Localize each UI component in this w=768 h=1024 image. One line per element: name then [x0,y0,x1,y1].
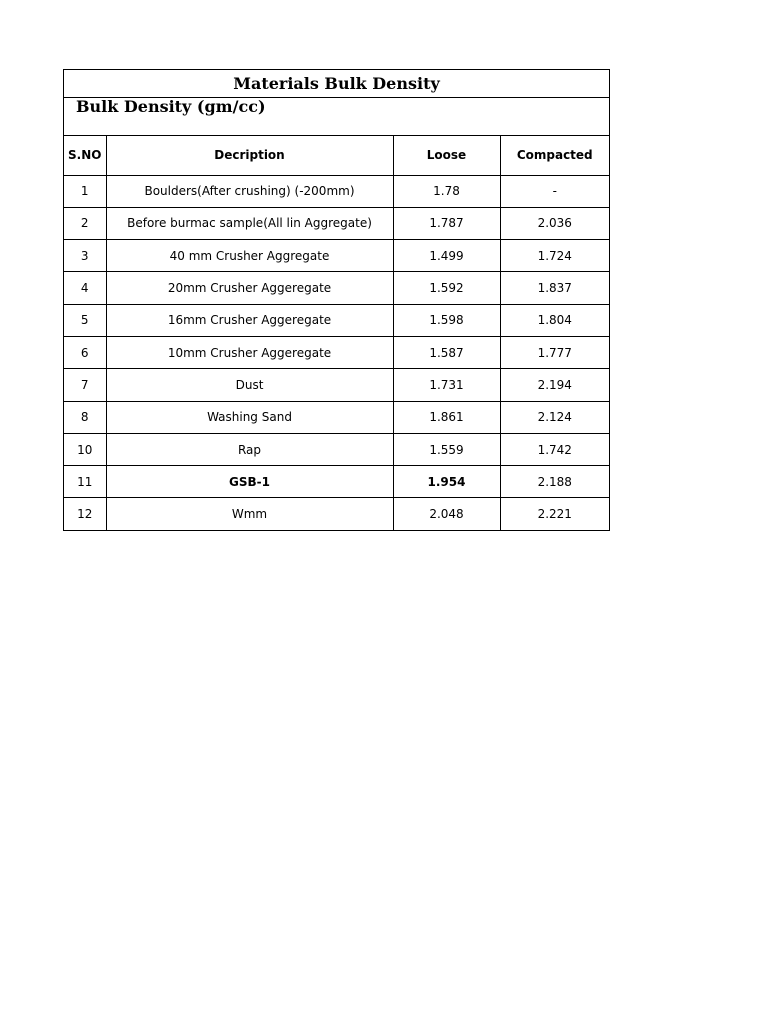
cell-description: 40 mm Crusher Aggregate [106,240,393,272]
cell-description: Washing Sand [106,401,393,433]
cell-compacted: 1.742 [500,433,609,465]
cell-description: Wmm [106,498,393,530]
table-row [64,336,609,368]
cell-description: 16mm Crusher Aggeregate [106,304,393,336]
cell-description: Dust [106,369,393,401]
cell-loose: 1.559 [393,433,500,465]
cell-loose: 1.592 [393,272,500,304]
cell-description: 10mm Crusher Aggeregate [106,336,393,368]
header-loose: Loose [393,136,500,175]
cell-sno: 7 [64,369,106,401]
cell-description: Rap [106,433,393,465]
cell-loose: 2.048 [393,498,500,530]
cell-loose: 1.598 [393,304,500,336]
cell-sno: 4 [64,272,106,304]
cell-loose: 1.78 [393,175,500,207]
cell-sno: 11 [64,466,106,498]
cell-compacted: 2.036 [500,207,609,239]
bulk-density-sheet [63,69,610,531]
table-row [64,207,609,239]
cell-description: GSB-1 [106,466,393,498]
table-row [64,369,609,401]
header-description: Decription [106,136,393,175]
document-title: Materials Bulk Density [64,70,609,98]
cell-sno: 10 [64,433,106,465]
cell-sno: 8 [64,401,106,433]
table-row [64,240,609,272]
header-sno: S.NO [64,136,106,175]
cell-loose: 1.787 [393,207,500,239]
cell-compacted: - [500,175,609,207]
cell-compacted: 1.777 [500,336,609,368]
cell-sno: 2 [64,207,106,239]
cell-description: Boulders(After crushing) (-200mm) [106,175,393,207]
cell-compacted: 2.124 [500,401,609,433]
cell-loose: 1.954 [393,466,500,498]
table-row [64,304,609,336]
cell-sno: 3 [64,240,106,272]
cell-loose: 1.731 [393,369,500,401]
cell-sno: 1 [64,175,106,207]
cell-loose: 1.861 [393,401,500,433]
table-row [64,401,609,433]
cell-description: 20mm Crusher Aggeregate [106,272,393,304]
table-row [64,175,609,207]
cell-description: Before burmac sample(All lin Aggregate) [106,207,393,239]
table-header-row [64,136,609,175]
cell-loose: 1.499 [393,240,500,272]
cell-sno: 6 [64,336,106,368]
cell-compacted: 1.804 [500,304,609,336]
cell-compacted: 2.221 [537,507,572,522]
table-row [64,272,609,304]
table-row [64,466,609,498]
document-subtitle: Bulk Density (gm/cc) [64,98,609,136]
cell-sno: 12 [64,498,106,530]
table-row [64,433,609,465]
cell-compacted: 1.724 [500,240,609,272]
cell-compacted: 1.837 [500,272,609,304]
cell-compacted: 2.194 [500,369,609,401]
cell-sno: 5 [64,304,106,336]
cell-loose: 1.587 [393,336,500,368]
bulk-density-table [64,136,609,530]
table-row [64,498,609,530]
header-compacted: Compacted [500,136,609,175]
cell-compacted: 2.188 [500,466,609,498]
